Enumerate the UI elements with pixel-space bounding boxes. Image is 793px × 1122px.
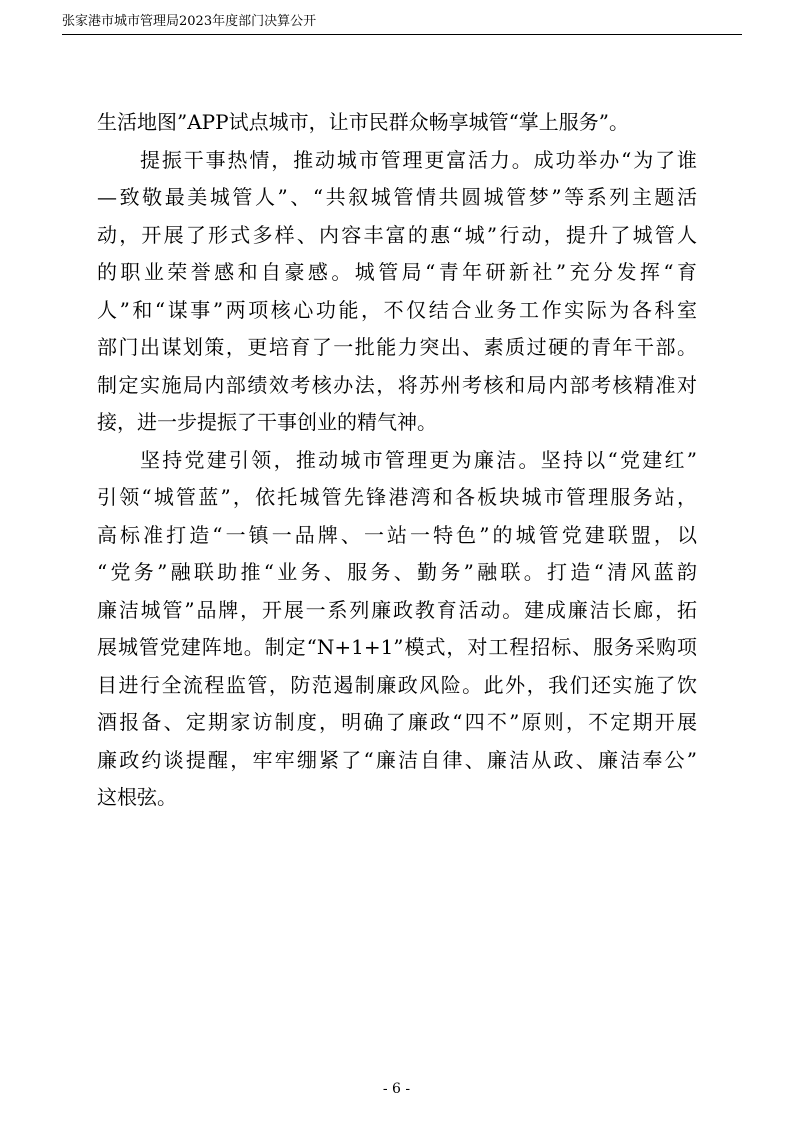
paragraph-line: “党务”融联助推“业务、服务、勤务”融联。打造“清风蓝韵 [97, 560, 697, 584]
paragraph-line: 制定实施局内部绩效考核办法，将苏州考核和局内部考核精准对 [97, 372, 697, 397]
page-header [62, 10, 742, 35]
paragraph-line: 展城管党建阵地。制定“N+1+1”模式，对工程招标、服务采购项 [97, 635, 697, 659]
paragraph-line: 引领“城管蓝”，依托城管先锋港湾和各板块城市管理服务站， [97, 485, 697, 509]
paragraph-line: 高标准打造“一镇一品牌、一站一特色”的城管党建联盟，以 [97, 522, 697, 547]
body-text [97, 110, 697, 823]
paragraph-line: 人”和“谋事”两项核心功能，不仅结合业务工作实际为各科室 [97, 297, 697, 322]
page-number: - 6 - [382, 1081, 411, 1097]
paragraph-line: 酒报备、定期家访制度，明确了廉政“四不”原则，不定期开展 [97, 710, 697, 734]
paragraph-line: 廉洁城管”品牌，开展一系列廉政教育活动。建成廉洁长廊，拓 [97, 597, 697, 622]
paragraph-line: 提振干事热情，推动城市管理更富活力。成功举办“为了谁 [140, 147, 697, 172]
paragraph-line: 部门出谋划策，更培育了一批能力突出、素质过硬的青年干部。 [97, 335, 697, 359]
header-title: 张家港市城市管理局2023年度部门决算公开 [62, 14, 317, 29]
paragraph-line: 生活地图”APP试点城市，让市民群众畅享城管“掌上服务”。 [97, 110, 630, 134]
paragraph-line: 动，开展了形式多样、内容丰富的惠“城”行动，提升了城管人 [97, 222, 697, 247]
paragraph-line: 廉政约谈提醒，牢牢绷紧了“廉洁自律、廉洁从政、廉洁奉公” [97, 747, 697, 772]
paragraph-line: —致敬最美城管人”、“共叙城管情共圆城管梦”等系列主题活 [97, 185, 697, 209]
paragraph-line: 目进行全流程监管，防范遏制廉政风险。此外，我们还实施了饮 [97, 672, 697, 697]
paragraph-line: 坚持党建引领，推动城市管理更为廉洁。坚持以“党建红” [140, 447, 697, 472]
paragraph-line: 这根弦。 [97, 785, 177, 809]
paragraph-line: 的职业荣誉感和自豪感。城管局“青年研新社”充分发挥“育 [97, 260, 697, 284]
paragraph-line: 接，进一步提振了干事创业的精气神。 [97, 410, 437, 434]
